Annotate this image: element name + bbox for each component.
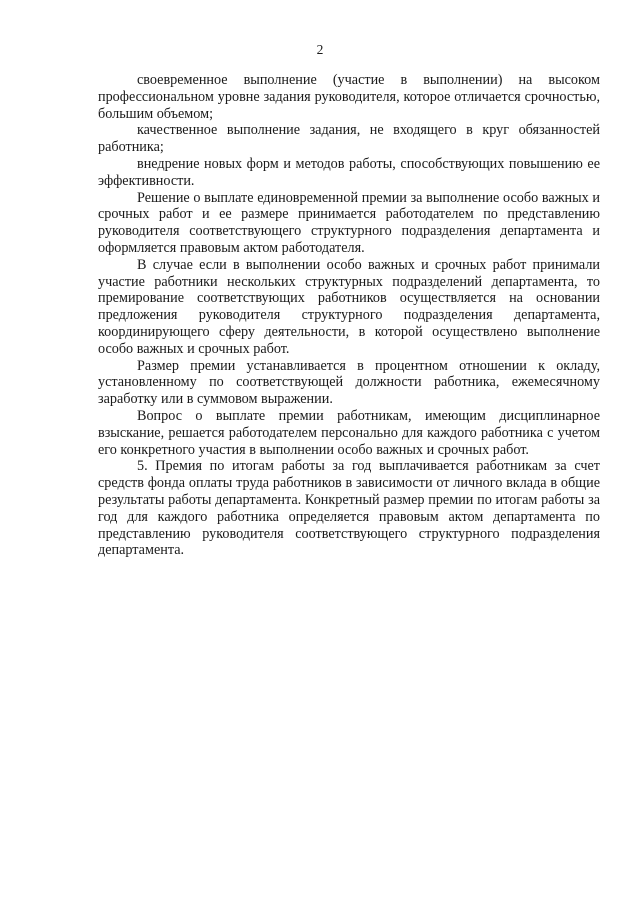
paragraph-annual-bonus: 5. Премия по итогам работы за год выплачивается работникам за счет средств фонда оплаты труда работников в зависимости от личного вклада в общие результаты работы департамента. Конкретный размер премии по итогам работы за год для каждого работника определяется правовым актом департамента по представлению руководителя соответствующего структурного подразделения департамента. (98, 458, 600, 559)
paragraph-quality-execution: качественное выполнение задания, не входящего в круг обязанностей работника; (98, 122, 600, 156)
paragraph-new-methods: внедрение новых форм и методов работы, способствующих повышению ее эффективности. (98, 155, 600, 189)
paragraph-bonus-size: Размер премии устанавливается в процентном отношении к окладу, установленному по соответствующей должности работника, ежемесячному заработку или в суммовом выражении. (98, 357, 600, 408)
page-number: 2 (316, 42, 324, 57)
paragraph-disciplinary: Вопрос о выплате премии работникам, имеющим дисциплинарное взыскание, решается работодателем персонально для каждого работника с учетом его конкретного участия в выполнении особо важных и срочных работ. (98, 407, 600, 458)
document-body (98, 72, 600, 559)
paragraph-multiple-departments: В случае если в выполнении особо важных и срочных работ принимали участие работники нескольких структурных подразделений департамента, то премирование соответствующих работников осуществляется на основании предложения руководителя структурного подразделения департамента, координирующего сферу деятельности, в которой осуществлено выполнение особо важных и срочных работ. (98, 256, 600, 357)
paragraph-bonus-decision: Решение о выплате единовременной премии за выполнение особо важных и срочных работ и ее размере принимается работодателем по представлению руководителя соответствующего структурного подразделения департамента и оформляется правовым актом работодателя. (98, 189, 600, 256)
paragraph-timely-execution: своевременное выполнение (участие в выполнении) на высоком профессиональном уровне задания руководителя, которое отличается срочностью, большим объемом; (98, 72, 600, 122)
